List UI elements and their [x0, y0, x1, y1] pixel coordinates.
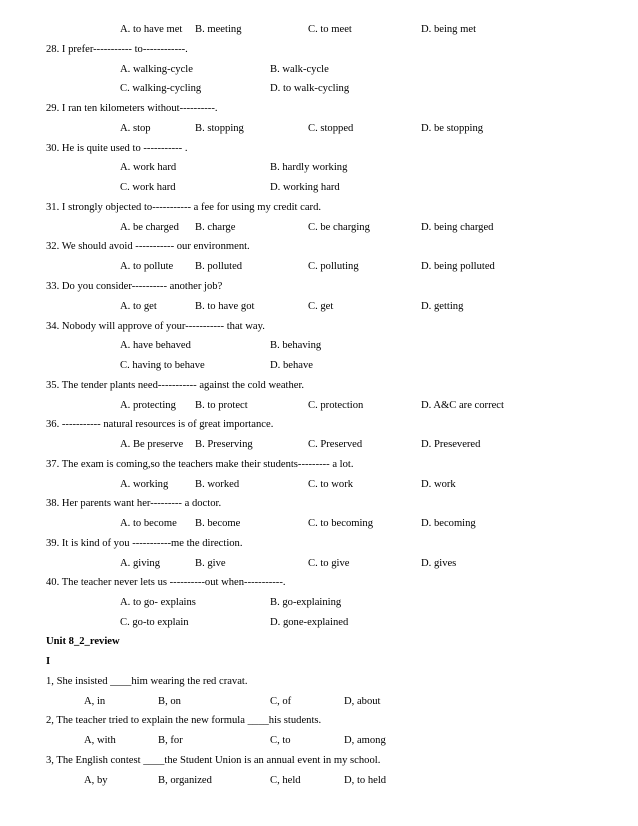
question-33: 33. Do you consider---------- another job? — [46, 281, 223, 292]
option-d: D. becoming — [421, 518, 476, 529]
option-b: B. become — [195, 518, 241, 529]
option-b: B. behaving — [270, 340, 322, 351]
question-35: 35. The tender plants need----------- against the cold weather. — [46, 380, 305, 391]
option-b: B. charge — [195, 222, 236, 233]
option-d: D. being polluted — [421, 261, 495, 272]
question-30: 30. He is quite used to ----------- . — [46, 143, 188, 154]
question-36: 36. ----------- natural resources is of great importance. — [46, 419, 274, 430]
option-c: C. to becoming — [308, 518, 374, 529]
option-d: D. work — [421, 479, 456, 490]
option-b: B. to protect — [195, 400, 248, 411]
option-c: C. having to behave — [120, 360, 205, 371]
question-29: 29. I ran ten kilometers without----------. — [46, 103, 218, 114]
option-b: B. worked — [195, 479, 240, 490]
option-d: D, about — [344, 696, 381, 707]
option-c: C. get — [308, 301, 334, 312]
question-32: 32. We should avoid ----------- our environment. — [46, 241, 250, 252]
question-38: 38. Her parents want her--------- a doctor. — [46, 498, 222, 509]
question-39: 39. It is kind of you -----------me the direction. — [46, 538, 243, 549]
option-c: C. to meet — [308, 24, 352, 35]
option-d: D. getting — [421, 301, 464, 312]
option-d: D. A&C are correct — [421, 400, 504, 411]
option-d: D, to held — [344, 775, 387, 786]
option-a: A, by — [84, 775, 108, 786]
option-d: D. gone-explained — [270, 617, 349, 628]
option-d: D. being met — [421, 24, 477, 35]
unit-heading: Unit 8_2_review — [46, 636, 120, 647]
option-a: A. protecting — [120, 400, 176, 411]
option-a: A. to pollute — [120, 261, 174, 272]
option-a: A, with — [84, 735, 116, 746]
option-d: D. working hard — [270, 182, 340, 193]
question-1: 1, She insisted ____him wearing the red cravat. — [46, 676, 248, 687]
option-c: C, to — [270, 735, 291, 746]
option-d: D, among — [344, 735, 386, 746]
option-d: D. being charged — [421, 222, 494, 233]
option-c: C. polluting — [308, 261, 359, 272]
option-b: B. go-explaining — [270, 597, 342, 608]
question-2: 2, The teacher tried to explain the new formula ____his students. — [46, 715, 322, 726]
question-28: 28. I prefer----------- to------------. — [46, 44, 188, 55]
option-a: A. to get — [120, 301, 157, 312]
option-b: B. hardly working — [270, 162, 348, 173]
option-c: C, held — [270, 775, 301, 786]
question-40: 40. The teacher never lets us ----------out when-----------. — [46, 577, 286, 588]
option-a: A. to go- explains — [120, 597, 196, 608]
option-b: B, on — [158, 696, 181, 707]
option-a: A. walking-cycle — [120, 64, 193, 75]
option-a: A. to have met — [120, 24, 183, 35]
option-b: B. meeting — [195, 24, 242, 35]
option-d: D. behave — [270, 360, 313, 371]
section-label: I — [46, 656, 51, 667]
option-c: C. Preserved — [308, 439, 363, 450]
option-a: A. stop — [120, 123, 151, 134]
question-34: 34. Nobody will approve of your----------- that way. — [46, 321, 265, 332]
question-3: 3, The English contest ____the Student Union is an annual event in my school. — [46, 755, 381, 766]
option-a: A. working — [120, 479, 169, 490]
option-b: B. walk-cycle — [270, 64, 329, 75]
option-b: B, organized — [158, 775, 212, 786]
option-c: C. go-to explain — [120, 617, 189, 628]
option-b: B. polluted — [195, 261, 243, 272]
option-c: C, of — [270, 696, 292, 707]
option-b: B. stopping — [195, 123, 244, 134]
option-c: C. stopped — [308, 123, 354, 134]
option-a: A. Be preserve — [120, 439, 184, 450]
option-a: A. to become — [120, 518, 177, 529]
option-b: B. Preserving — [195, 439, 253, 450]
option-a: A. work hard — [120, 162, 177, 173]
option-c: C. be charging — [308, 222, 370, 233]
option-a: A. giving — [120, 558, 161, 569]
option-b: B, for — [158, 735, 183, 746]
option-a: A, in — [84, 696, 106, 707]
option-c: C. to work — [308, 479, 354, 490]
option-a: A. have behaved — [120, 340, 191, 351]
option-d: D. be stopping — [421, 123, 484, 134]
option-d: D. to walk-cycling — [270, 83, 350, 94]
option-d: D. gives — [421, 558, 457, 569]
option-c: C. to give — [308, 558, 350, 569]
option-c: C. walking-cycling — [120, 83, 202, 94]
option-b: B. give — [195, 558, 226, 569]
question-31: 31. I strongly objected to----------- a fee for using my credit card. — [46, 202, 322, 213]
option-a: A. be charged — [120, 222, 179, 233]
option-c: C. work hard — [120, 182, 176, 193]
option-c: C. protection — [308, 400, 364, 411]
question-37: 37. The exam is coming,so the teachers make their students--------- a lot. — [46, 459, 354, 470]
option-d: D. Presevered — [421, 439, 481, 450]
option-b: B. to have got — [195, 301, 255, 312]
